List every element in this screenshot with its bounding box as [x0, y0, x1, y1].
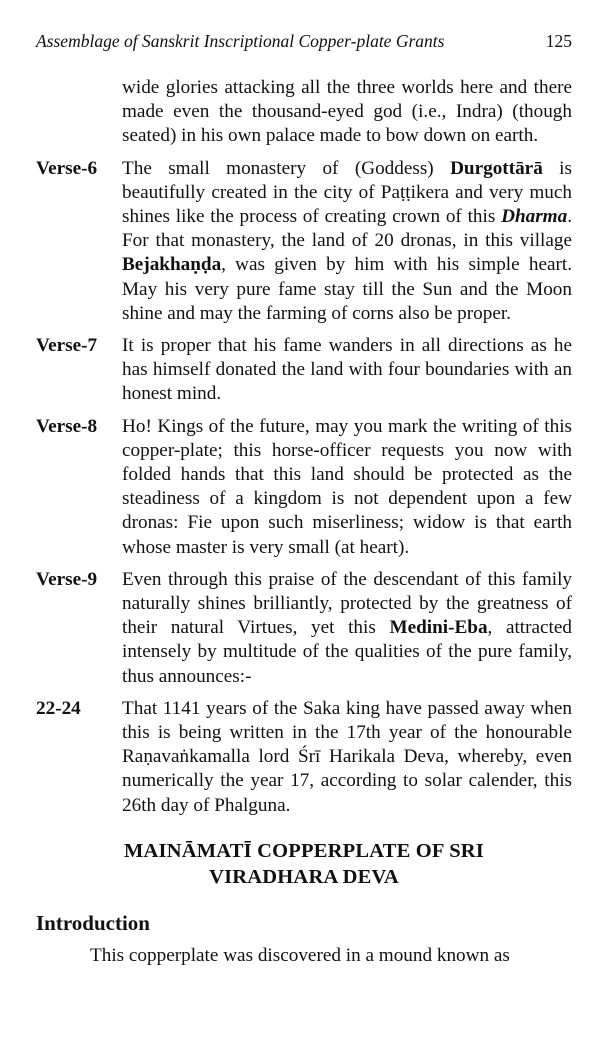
verse-text: Ho! Kings of the future, may you mark the writing of this copper-plate; this horse-officer requests you now with folded hands that this land should be protected as the steadiness of a kingdom is not dependent upon a few dronas: Fie upon such miserliness; widow is that earth whose master is very small (at heart).	[122, 415, 572, 558]
verse-9	[36, 568, 572, 689]
introduction-heading: Introduction	[36, 910, 150, 935]
bold-italic-term: Dharma	[501, 206, 568, 228]
section-heading-line-2: VIRADHARA DEVA	[209, 865, 399, 888]
verse-6	[36, 157, 572, 326]
running-title: Assemblage of Sanskrit Inscriptional Copper-plate Grants	[36, 31, 445, 51]
verse-7	[36, 334, 572, 407]
bold-term: Bejakhaṇḍa	[122, 254, 222, 276]
verse-label: Verse-8	[36, 415, 98, 437]
verse-label: Verse-9	[36, 568, 98, 590]
introduction-paragraph: This copperplate was discovered in a mound known as	[90, 944, 510, 966]
verse-text: That 1141 years of the Saka king have passed away when this is being written in the 17th year of the honourable Raṇavaṅkamalla lord Śrī Harikala Deva, whereby, even numerically the year 17, according to solar calender, this 26th day of Phalguna.	[122, 697, 572, 816]
continued-paragraph: wide glories attacking all the three worlds here and there made even the thousand-eyed god (i.e., Indra) (though seated) in his own palace made to bow down on earth.	[122, 77, 572, 147]
bold-term: Medini-Eba	[389, 617, 488, 639]
verse-label: Verse-7	[36, 335, 98, 357]
section-heading	[36, 838, 572, 890]
section-heading-line-1: MAINĀMATĪ COPPERPLATE OF SRI	[124, 839, 484, 862]
page-number: 125	[545, 31, 572, 51]
verse-text: It is proper that his fame wanders in all directions as he has himself donated the land with four boundaries with an honest mind.	[122, 335, 572, 405]
page-body	[36, 76, 572, 968]
verse-22-24	[36, 697, 572, 818]
bold-term: Durgottārā	[450, 157, 543, 179]
verse-8	[36, 415, 572, 560]
verse-label: Verse-6	[36, 157, 98, 179]
verse-label: 22-24	[36, 697, 81, 719]
verse-text: The small monastery of (Goddess) Durgottārā is beautifully created in the city of Paṭṭikera and very much shines like the process of creating crown of this Dharma. For that monastery, the land of 20 dronas, in this village Bejakhaṇḍa, was given by him with his simple heart. May his very pure fame stay till the Sun and the Moon shine and may the farming of corns also be proper.	[122, 157, 572, 324]
running-head	[36, 30, 572, 52]
verse-text: Even through this praise of the descendant of this family naturally shines brilliantly, protected by the greatness of their natural Virtues, yet this Medini-Eba, attracted intensely by multitude of the qualities of the pure family, thus announces:-	[122, 568, 572, 687]
